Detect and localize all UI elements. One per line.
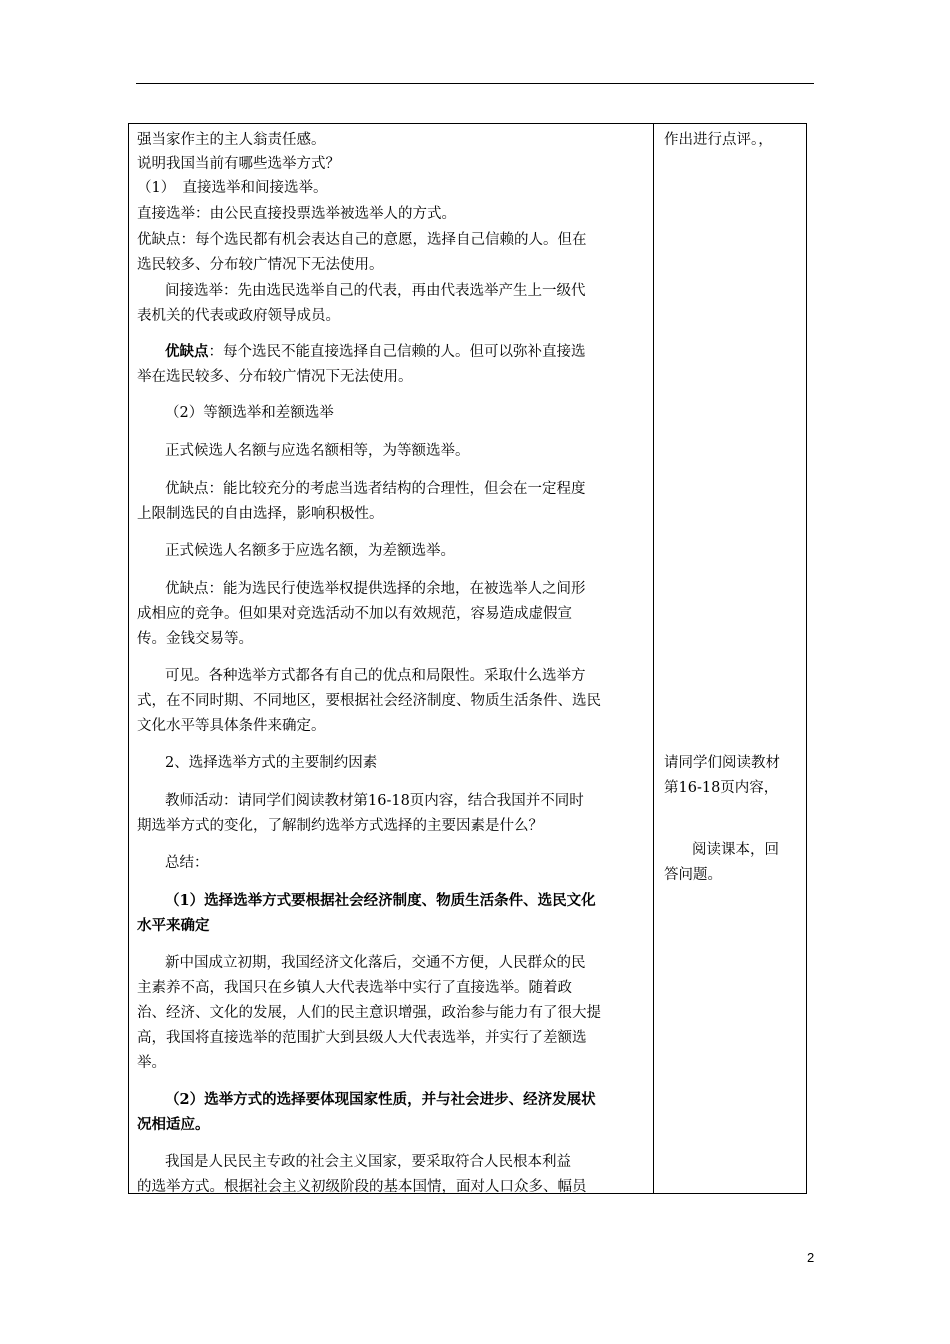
content-line: 直接选举：由公民直接投票选举被选举人的方式。: [137, 206, 456, 222]
content-line: 强当家作主的主人翁责任感。: [137, 132, 326, 148]
column-divider: [653, 124, 654, 1193]
activity-line: 阅读课本，回: [692, 842, 779, 858]
content-line: 举。: [137, 1055, 166, 1071]
content-line: 选民较多、分布较广情况下无法使用。: [137, 257, 384, 273]
lesson-table: [128, 123, 807, 1194]
content-line: 优缺点：能为选民行使选举权提供选择的余地，在被选举人之间形: [165, 581, 586, 597]
content-line: 表机关的代表或政府领导成员。: [137, 308, 340, 324]
content-line: 文化水平等具体条件来确定。: [137, 718, 326, 734]
content-line: 间接选举：先由选民选举自己的代表，再由代表选举产生上一级代: [165, 283, 586, 299]
content-line: [165, 342, 586, 362]
content-line: 上限制选民的自由选择，影响积极性。: [137, 506, 384, 522]
content-line: 2、选择选举方式的主要制约因素: [165, 755, 378, 771]
content-line: 传。金钱交易等。: [137, 631, 253, 647]
content-line-rest: ：每个选民不能直接选择自己信赖的人。但可以弥补直接选: [208, 344, 586, 360]
content-line: （1） 直接选举和间接选举。: [137, 180, 328, 196]
content-line: 总结：: [165, 855, 209, 871]
content-heading: （2）选举方式的选择要体现国家性质，并与社会进步、经济发展状: [165, 1091, 596, 1108]
content-line: 优缺点：能比较充分的考虑当选者结构的合理性，但会在一定程度: [165, 481, 586, 497]
content-heading: 况相适应。: [137, 1116, 210, 1133]
content-line: 高，我国将直接选举的范围扩大到县级人大代表选举，并实行了差额选: [137, 1030, 587, 1046]
content-line: 正式候选人名额多于应选名额，为差额选举。: [165, 543, 455, 559]
content-line: 说明我国当前有哪些选举方式？: [137, 156, 340, 172]
content-line: 治、经济、文化的发展，人们的民主意识增强，政治参与能力有了很大提: [137, 1005, 601, 1021]
activity-line: 答问题。: [664, 867, 722, 883]
content-line: 式，在不同时期、不同地区，要根据社会经济制度、物质生活条件、选民: [137, 693, 601, 709]
content-line: 举在选民较多、分布较广情况下无法使用。: [137, 369, 413, 385]
content-line: 可见。各种选举方式都各有自己的优点和局限性。采取什么选举方: [165, 668, 586, 684]
content-line: 主素养不高，我国只在乡镇人大代表选举中实行了直接选举。随着政: [137, 980, 572, 996]
activity-line: 作出进行点评。，: [664, 132, 773, 148]
content-line: （2）等额选举和差额选举: [165, 405, 334, 421]
activity-line: 请同学们阅读教材: [664, 755, 780, 771]
content-line: 新中国成立初期，我国经济文化落后，交通不方便，人民群众的民: [165, 955, 586, 971]
content-line: 成相应的竞争。但如果对竞选活动不加以有效规范，容易造成虚假宣: [137, 606, 572, 622]
content-heading: 水平来确定: [137, 917, 210, 934]
content-heading: （1）选择选举方式要根据社会经济制度、物质生活条件、选民文化: [165, 892, 596, 909]
content-line: 我国是人民民主专政的社会主义国家，要采取符合人民根本利益: [165, 1154, 571, 1170]
content-line: 正式候选人名额与应选名额相等，为等额选举。: [165, 443, 470, 459]
activity-line: 第16-18页内容，: [664, 780, 779, 796]
content-line: 期选举方式的变化，了解制约选举方式选择的主要因素是什么？: [137, 818, 543, 834]
page-number: 2: [807, 1250, 815, 1265]
content-line: 的选举方式。根据社会主义初级阶段的基本国情，面对人口众多、幅员: [137, 1179, 587, 1195]
content-line: 优缺点：每个选民都有机会表达自己的意愿，选择自己信赖的人。但在: [137, 232, 587, 248]
header-rule: [136, 83, 814, 84]
content-line: 教师活动：请同学们阅读教材第16-18页内容，结合我国并不同时: [165, 793, 584, 809]
bold-term: 优缺点: [165, 343, 209, 360]
